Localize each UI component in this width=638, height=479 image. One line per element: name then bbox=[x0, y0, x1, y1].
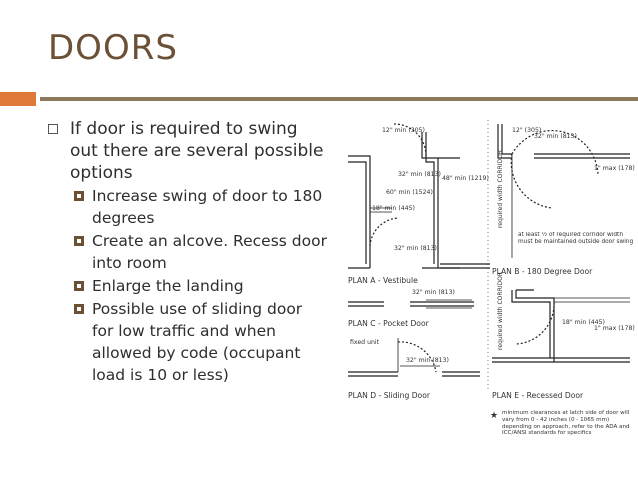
dim-18-min-e: 18" min (445) bbox=[562, 319, 605, 326]
bullet-list bbox=[48, 118, 328, 386]
bullet-text: If door is required to swing out there are several possible options bbox=[70, 119, 324, 183]
dim-18-min: 18" min (445) bbox=[372, 205, 415, 212]
sub-bullet bbox=[48, 275, 328, 297]
dim-32-min-c: 32" min (813) bbox=[412, 289, 455, 296]
sub-bullet bbox=[48, 298, 328, 386]
square-bullet-icon bbox=[74, 281, 84, 291]
title-divider bbox=[40, 97, 638, 101]
dim-1-max-b: 1" max (178) bbox=[594, 165, 635, 172]
dim-32-min-d: 32" min (813) bbox=[406, 357, 449, 364]
plan-e-caption: PLAN E - Recessed Door bbox=[492, 391, 584, 400]
square-bullet-icon bbox=[74, 191, 84, 201]
plan-c-caption: PLAN C - Pocket Door bbox=[348, 319, 429, 328]
sub-bullet bbox=[48, 230, 328, 274]
corridor-label-b: required width CORRIDOR bbox=[497, 149, 504, 228]
dim-32-min: 32" min (813) bbox=[398, 171, 441, 178]
door-plans-figure bbox=[340, 118, 636, 443]
square-bullet-icon bbox=[74, 236, 84, 246]
sub-bullet-text: Possible use of sliding door for low traffic and when allowed by code (occupant load is 10 or less) bbox=[92, 300, 303, 384]
dim-60-min: 60" min (1524) bbox=[386, 189, 433, 196]
corridor-note: at least ½ of required corridor width must be maintained outside door swing bbox=[518, 232, 634, 245]
plan-a-caption: PLAN A - Vestibule bbox=[348, 276, 418, 285]
bullet-level1 bbox=[48, 118, 328, 184]
plan-c-drawing bbox=[348, 300, 474, 308]
dim-48-min: 48" min (1219) bbox=[442, 175, 489, 182]
dim-12: 12" (305) bbox=[512, 127, 542, 134]
sub-bullet-text: Increase swing of door to 180 degrees bbox=[92, 187, 323, 227]
sub-bullet-text: Enlarge the landing bbox=[92, 277, 244, 295]
dim-1-max-e: 1" max (178) bbox=[594, 325, 635, 332]
dim-32-min-b: 32" min (813) bbox=[534, 133, 577, 140]
plan-d-caption: PLAN D - Sliding Door bbox=[348, 391, 430, 400]
slide-title: DOORS bbox=[48, 28, 178, 68]
star-icon: ★ bbox=[490, 411, 499, 421]
title-accent-bar bbox=[0, 92, 36, 106]
square-bullet-icon bbox=[74, 304, 84, 314]
corridor-label-e: required width CORRIDOR bbox=[497, 271, 504, 350]
sub-bullet-text: Create an alcove. Recess door into room bbox=[92, 232, 327, 272]
dim-12-min: 12" min (305) bbox=[382, 127, 425, 134]
dim-32-min-bottom: 32" min (813) bbox=[394, 245, 437, 252]
hollow-square-bullet-icon bbox=[48, 124, 58, 134]
fixed-unit-label: fixed unit bbox=[350, 339, 380, 346]
sub-bullet bbox=[48, 185, 328, 229]
clearance-footnote: minimum clearances at latch side of door will vary from 0 - 42 inches (0 - 1065 mm) depending on approach, refer to the ADA and ICC/ANSI standards for specifics bbox=[502, 410, 630, 437]
plan-b-caption: PLAN B - 180 Degree Door bbox=[492, 267, 593, 276]
